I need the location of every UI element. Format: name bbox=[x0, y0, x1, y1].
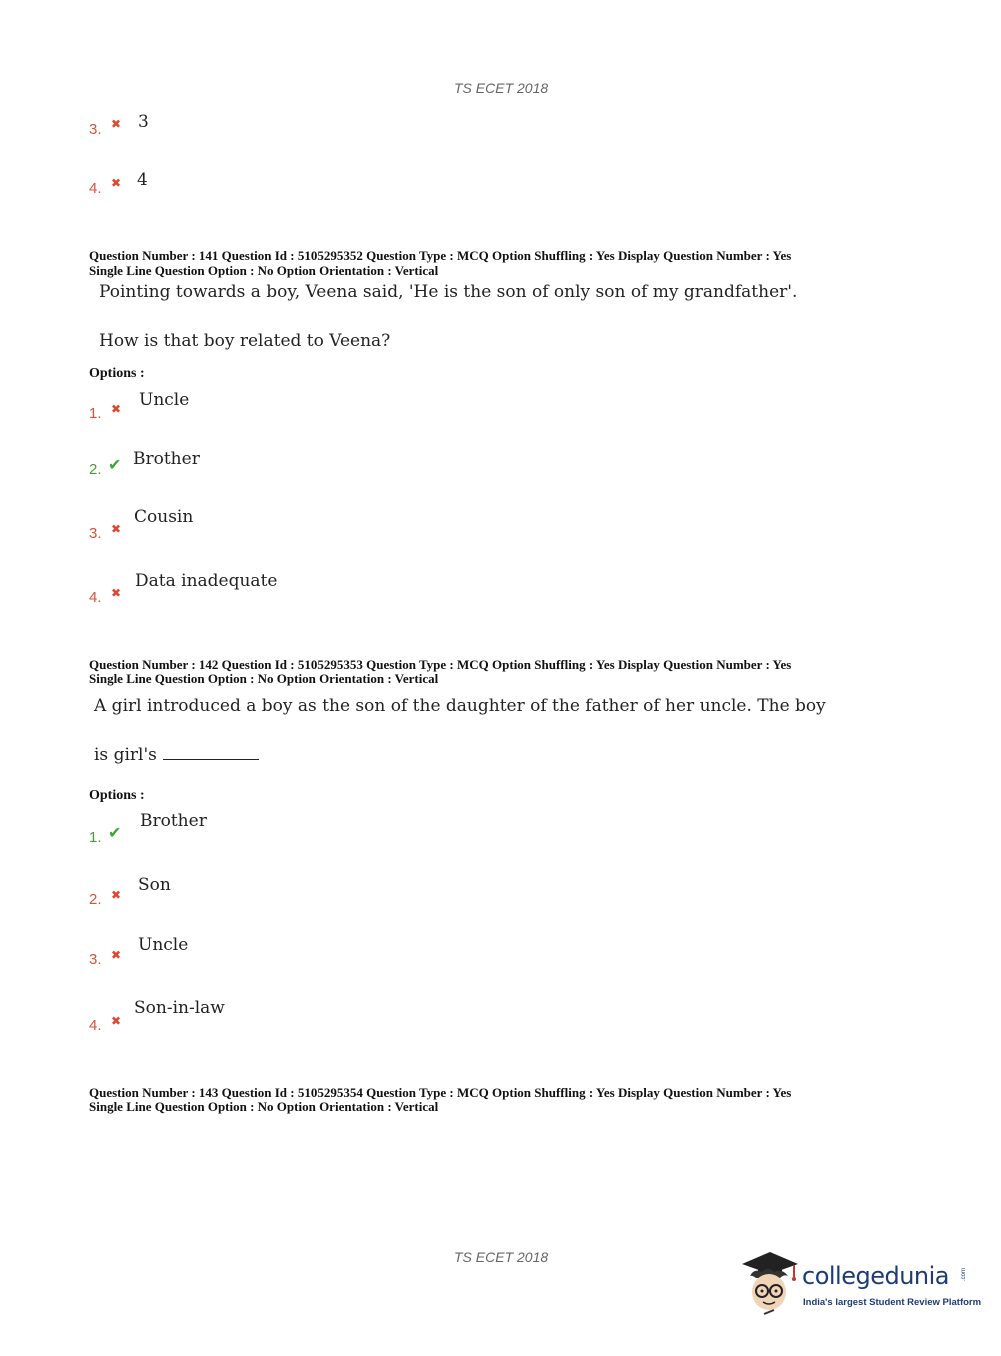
cross-icon: ✖ bbox=[111, 402, 122, 416]
options-label: Options : bbox=[89, 788, 145, 803]
question-meta: Question Number : 143 Question Id : 5105295354 Question Type : MCQ Option Shuffling : Yes Display Question Number : Yes bbox=[89, 1085, 792, 1100]
cross-icon: ✖ bbox=[111, 888, 122, 902]
option-number: 4. bbox=[89, 589, 102, 606]
option-text: 4 bbox=[137, 170, 148, 190]
option-text: Brother bbox=[133, 449, 200, 469]
option-text: Son bbox=[138, 875, 171, 895]
cross-icon: ✖ bbox=[111, 117, 122, 131]
question-text: A girl introduced a boy as the son of the daughter of the father of her uncle. The boy bbox=[94, 696, 826, 716]
question-meta: Question Number : 141 Question Id : 5105295352 Question Type : MCQ Option Shuffling : Yes Display Question Number : Yes bbox=[89, 248, 792, 263]
cross-icon: ✖ bbox=[111, 176, 122, 190]
cross-icon: ✖ bbox=[111, 1014, 122, 1028]
logo-wordmark: collegedunia bbox=[802, 1262, 950, 1290]
option-number: 1. bbox=[89, 405, 102, 422]
option-text: Brother bbox=[140, 811, 207, 831]
option-number: 3. bbox=[89, 121, 102, 138]
option-number: 2. bbox=[89, 461, 102, 478]
option-text: Data inadequate bbox=[135, 571, 278, 591]
option-text: 3 bbox=[138, 112, 149, 132]
option-text: Uncle bbox=[139, 390, 190, 410]
option-number: 4. bbox=[89, 180, 102, 197]
check-icon: ✔ bbox=[108, 455, 122, 474]
option-text: Cousin bbox=[134, 507, 194, 527]
collegedunia-logo bbox=[740, 1248, 982, 1320]
logo-tagline: India's largest Student Review Platform bbox=[803, 1297, 982, 1308]
cross-icon: ✖ bbox=[111, 586, 122, 600]
options-label: Options : bbox=[89, 366, 145, 381]
option-text: Uncle bbox=[138, 935, 189, 955]
answer-blank bbox=[163, 745, 259, 760]
question-meta: Single Line Question Option : No Option Orientation : Vertical bbox=[89, 1099, 439, 1114]
question-meta: Single Line Question Option : No Option Orientation : Vertical bbox=[89, 671, 439, 686]
option-number: 2. bbox=[89, 891, 102, 908]
option-number: 3. bbox=[89, 525, 102, 542]
question-meta: Single Line Question Option : No Option Orientation : Vertical bbox=[89, 263, 439, 278]
option-number: 3. bbox=[89, 951, 102, 968]
question-text-line bbox=[94, 745, 259, 765]
option-number: 4. bbox=[89, 1017, 102, 1034]
page-header: TS ECET 2018 bbox=[454, 80, 549, 96]
logo-suffix: .com bbox=[961, 1268, 967, 1282]
question-text: How is that boy related to Veena? bbox=[99, 331, 391, 351]
page-footer: TS ECET 2018 bbox=[454, 1249, 549, 1265]
mascot-icon bbox=[740, 1248, 800, 1316]
question-text: is girl's bbox=[94, 745, 157, 765]
option-number: 1. bbox=[89, 829, 102, 846]
option-text: Son-in-law bbox=[134, 998, 225, 1018]
cross-icon: ✖ bbox=[111, 522, 122, 536]
cross-icon: ✖ bbox=[111, 948, 122, 962]
question-text: Pointing towards a boy, Veena said, 'He is the son of only son of my grandfather'. bbox=[99, 282, 798, 302]
check-icon: ✔ bbox=[108, 823, 122, 842]
question-meta: Question Number : 142 Question Id : 5105295353 Question Type : MCQ Option Shuffling : Yes Display Question Number : Yes bbox=[89, 657, 792, 672]
